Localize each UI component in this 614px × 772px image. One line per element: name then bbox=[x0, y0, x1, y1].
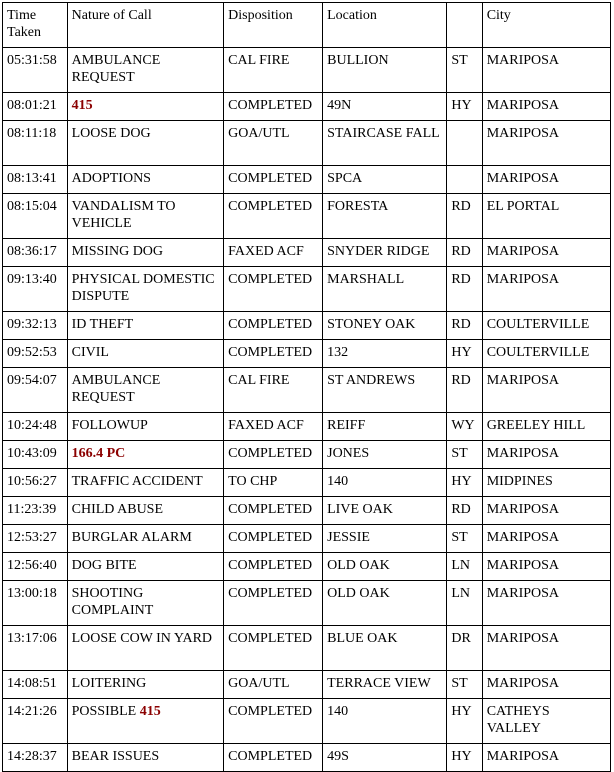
table-row bbox=[3, 525, 611, 553]
cell-time: 09:32:13 bbox=[3, 312, 68, 340]
cell-disposition: COMPLETED bbox=[224, 744, 323, 772]
nature-code-highlight: 166.4 PC bbox=[71, 446, 126, 461]
header-disposition: Disposition bbox=[224, 3, 323, 48]
cell-city: MARIPOSA bbox=[482, 553, 610, 581]
cell-suffix: HY bbox=[447, 469, 482, 497]
table-row bbox=[3, 497, 611, 525]
nature-code-highlight: 415 bbox=[71, 98, 93, 113]
cell-time: 08:36:17 bbox=[3, 239, 68, 267]
cell-time: 05:31:58 bbox=[3, 48, 68, 93]
nature-text: CIVIL bbox=[71, 345, 109, 360]
nature-text: DOG BITE bbox=[71, 558, 137, 573]
nature-text: AMBULANCE REQUEST bbox=[71, 53, 161, 85]
cell-disposition: COMPLETED bbox=[224, 312, 323, 340]
cell-suffix: RD bbox=[447, 368, 482, 413]
table-row bbox=[3, 553, 611, 581]
cell-disposition: COMPLETED bbox=[224, 194, 323, 239]
cell-suffix: RD bbox=[447, 497, 482, 525]
nature-text: MISSING DOG bbox=[71, 244, 164, 259]
cell-nature bbox=[67, 368, 224, 413]
table-row bbox=[3, 267, 611, 312]
cell-disposition: TO CHP bbox=[224, 469, 323, 497]
cell-disposition: GOA/UTL bbox=[224, 121, 323, 166]
cell-nature bbox=[67, 194, 224, 239]
cell-city: COULTERVILLE bbox=[482, 312, 610, 340]
cell-disposition: COMPLETED bbox=[224, 497, 323, 525]
cell-location: 140 bbox=[323, 469, 447, 497]
table-row bbox=[3, 441, 611, 469]
cell-city: MARIPOSA bbox=[482, 368, 610, 413]
cell-city: CATHEYS VALLEY bbox=[482, 699, 610, 744]
cell-time: 08:13:41 bbox=[3, 166, 68, 194]
cell-city: MARIPOSA bbox=[482, 48, 610, 93]
cell-time: 14:08:51 bbox=[3, 671, 68, 699]
cell-nature bbox=[67, 166, 224, 194]
cell-disposition: CAL FIRE bbox=[224, 368, 323, 413]
table-row bbox=[3, 699, 611, 744]
cell-time: 11:23:39 bbox=[3, 497, 68, 525]
table-row bbox=[3, 93, 611, 121]
cell-city: MIDPINES bbox=[482, 469, 610, 497]
nature-text: PHYSICAL DOMESTIC DISPUTE bbox=[71, 272, 215, 304]
cell-suffix: HY bbox=[447, 340, 482, 368]
cell-nature bbox=[67, 744, 224, 772]
table-row bbox=[3, 239, 611, 267]
header-nature: Nature of Call bbox=[67, 3, 224, 48]
cell-city: MARIPOSA bbox=[482, 441, 610, 469]
cell-nature bbox=[67, 267, 224, 312]
cell-time: 08:01:21 bbox=[3, 93, 68, 121]
nature-text: ID THEFT bbox=[71, 317, 134, 332]
nature-text: BURGLAR ALARM bbox=[71, 530, 192, 545]
cell-city: MARIPOSA bbox=[482, 497, 610, 525]
cell-suffix bbox=[447, 121, 482, 166]
cell-disposition: COMPLETED bbox=[224, 340, 323, 368]
cell-suffix: ST bbox=[447, 441, 482, 469]
nature-text: SHOOTING COMPLAINT bbox=[71, 586, 154, 618]
cell-city: MARIPOSA bbox=[482, 166, 610, 194]
table-row bbox=[3, 312, 611, 340]
table-row bbox=[3, 469, 611, 497]
cell-time: 09:54:07 bbox=[3, 368, 68, 413]
cell-time: 08:11:18 bbox=[3, 121, 68, 166]
header-location: Location bbox=[323, 3, 447, 48]
nature-text: ADOPTIONS bbox=[71, 171, 151, 186]
cell-time: 12:53:27 bbox=[3, 525, 68, 553]
cell-city: MARIPOSA bbox=[482, 744, 610, 772]
cell-disposition: COMPLETED bbox=[224, 267, 323, 312]
cell-time: 13:00:18 bbox=[3, 581, 68, 626]
cell-location: OLD OAK bbox=[323, 553, 447, 581]
cell-disposition: CAL FIRE bbox=[224, 48, 323, 93]
cell-nature bbox=[67, 525, 224, 553]
cell-disposition: FAXED ACF bbox=[224, 239, 323, 267]
nature-text: CHILD ABUSE bbox=[71, 502, 164, 517]
cell-location: JESSIE bbox=[323, 525, 447, 553]
header-suffix bbox=[447, 3, 482, 48]
nature-text: LOOSE DOG bbox=[71, 126, 151, 141]
cell-time: 09:52:53 bbox=[3, 340, 68, 368]
nature-text: LOOSE COW IN YARD bbox=[71, 631, 213, 646]
cell-city: MARIPOSA bbox=[482, 267, 610, 312]
table-row bbox=[3, 48, 611, 93]
cell-disposition: COMPLETED bbox=[224, 581, 323, 626]
nature-text: FOLLOWUP bbox=[71, 418, 148, 433]
cell-nature bbox=[67, 581, 224, 626]
cell-nature bbox=[67, 239, 224, 267]
cell-location: STAIRCASE FALL bbox=[323, 121, 447, 166]
cell-disposition: COMPLETED bbox=[224, 441, 323, 469]
header-time: Time Taken bbox=[3, 3, 68, 48]
cell-city: GREELEY HILL bbox=[482, 413, 610, 441]
cell-location: LIVE OAK bbox=[323, 497, 447, 525]
table-row bbox=[3, 368, 611, 413]
cell-nature bbox=[67, 626, 224, 671]
cell-location: STONEY OAK bbox=[323, 312, 447, 340]
nature-text: BEAR ISSUES bbox=[71, 749, 160, 764]
table-row bbox=[3, 340, 611, 368]
cell-disposition: COMPLETED bbox=[224, 626, 323, 671]
nature-text: TRAFFIC ACCIDENT bbox=[71, 474, 203, 489]
cell-suffix: HY bbox=[447, 93, 482, 121]
cell-disposition: COMPLETED bbox=[224, 699, 323, 744]
cell-nature bbox=[67, 413, 224, 441]
cell-location: 132 bbox=[323, 340, 447, 368]
cell-nature bbox=[67, 48, 224, 93]
cell-nature bbox=[67, 699, 224, 744]
nature-text: VANDALISM TO VEHICLE bbox=[71, 199, 176, 231]
cell-location: BULLION bbox=[323, 48, 447, 93]
cell-time: 10:43:09 bbox=[3, 441, 68, 469]
cell-location: JONES bbox=[323, 441, 447, 469]
cell-suffix: WY bbox=[447, 413, 482, 441]
cell-time: 10:24:48 bbox=[3, 413, 68, 441]
cell-nature bbox=[67, 340, 224, 368]
cell-disposition: COMPLETED bbox=[224, 93, 323, 121]
cell-nature bbox=[67, 497, 224, 525]
cell-time: 08:15:04 bbox=[3, 194, 68, 239]
nature-text: POSSIBLE bbox=[71, 704, 140, 719]
cell-city: MARIPOSA bbox=[482, 239, 610, 267]
cell-nature bbox=[67, 469, 224, 497]
call-log-table bbox=[2, 2, 611, 772]
cell-suffix: RD bbox=[447, 312, 482, 340]
table-row bbox=[3, 413, 611, 441]
cell-suffix: RD bbox=[447, 194, 482, 239]
cell-location: 49S bbox=[323, 744, 447, 772]
nature-text: AMBULANCE REQUEST bbox=[71, 373, 161, 405]
cell-nature bbox=[67, 671, 224, 699]
cell-location: SNYDER RIDGE bbox=[323, 239, 447, 267]
cell-location: 140 bbox=[323, 699, 447, 744]
cell-disposition: FAXED ACF bbox=[224, 413, 323, 441]
table-row bbox=[3, 626, 611, 671]
table-row bbox=[3, 671, 611, 699]
cell-nature bbox=[67, 553, 224, 581]
cell-city: MARIPOSA bbox=[482, 581, 610, 626]
cell-location: TERRACE VIEW bbox=[323, 671, 447, 699]
cell-city: MARIPOSA bbox=[482, 121, 610, 166]
cell-suffix: LN bbox=[447, 581, 482, 626]
cell-disposition: COMPLETED bbox=[224, 166, 323, 194]
cell-suffix: LN bbox=[447, 553, 482, 581]
cell-location: REIFF bbox=[323, 413, 447, 441]
table-row bbox=[3, 166, 611, 194]
cell-nature bbox=[67, 121, 224, 166]
table-row bbox=[3, 121, 611, 166]
cell-nature bbox=[67, 93, 224, 121]
cell-time: 13:17:06 bbox=[3, 626, 68, 671]
cell-suffix: DR bbox=[447, 626, 482, 671]
cell-location: MARSHALL bbox=[323, 267, 447, 312]
table-row bbox=[3, 581, 611, 626]
cell-location: OLD OAK bbox=[323, 581, 447, 626]
header-city: City bbox=[482, 3, 610, 48]
cell-suffix: ST bbox=[447, 671, 482, 699]
cell-city: MARIPOSA bbox=[482, 525, 610, 553]
cell-time: 10:56:27 bbox=[3, 469, 68, 497]
cell-city: COULTERVILLE bbox=[482, 340, 610, 368]
cell-suffix: HY bbox=[447, 699, 482, 744]
cell-suffix bbox=[447, 166, 482, 194]
cell-nature bbox=[67, 441, 224, 469]
cell-location: SPCA bbox=[323, 166, 447, 194]
cell-suffix: ST bbox=[447, 525, 482, 553]
cell-disposition: GOA/UTL bbox=[224, 671, 323, 699]
table-body bbox=[3, 48, 611, 772]
cell-city: MARIPOSA bbox=[482, 671, 610, 699]
cell-disposition: COMPLETED bbox=[224, 553, 323, 581]
cell-suffix: RD bbox=[447, 239, 482, 267]
cell-time: 14:28:37 bbox=[3, 744, 68, 772]
cell-time: 14:21:26 bbox=[3, 699, 68, 744]
cell-nature bbox=[67, 312, 224, 340]
cell-suffix: RD bbox=[447, 267, 482, 312]
nature-code-highlight: 415 bbox=[139, 704, 161, 719]
cell-time: 09:13:40 bbox=[3, 267, 68, 312]
cell-suffix: ST bbox=[447, 48, 482, 93]
cell-suffix: HY bbox=[447, 744, 482, 772]
cell-location: 49N bbox=[323, 93, 447, 121]
cell-time: 12:56:40 bbox=[3, 553, 68, 581]
cell-location: BLUE OAK bbox=[323, 626, 447, 671]
table-row bbox=[3, 194, 611, 239]
cell-location: FORESTA bbox=[323, 194, 447, 239]
cell-city: EL PORTAL bbox=[482, 194, 610, 239]
cell-city: MARIPOSA bbox=[482, 93, 610, 121]
header-row bbox=[3, 3, 611, 48]
cell-location: ST ANDREWS bbox=[323, 368, 447, 413]
cell-city: MARIPOSA bbox=[482, 626, 610, 671]
nature-text: LOITERING bbox=[71, 676, 147, 691]
cell-disposition: COMPLETED bbox=[224, 525, 323, 553]
table-row bbox=[3, 744, 611, 772]
